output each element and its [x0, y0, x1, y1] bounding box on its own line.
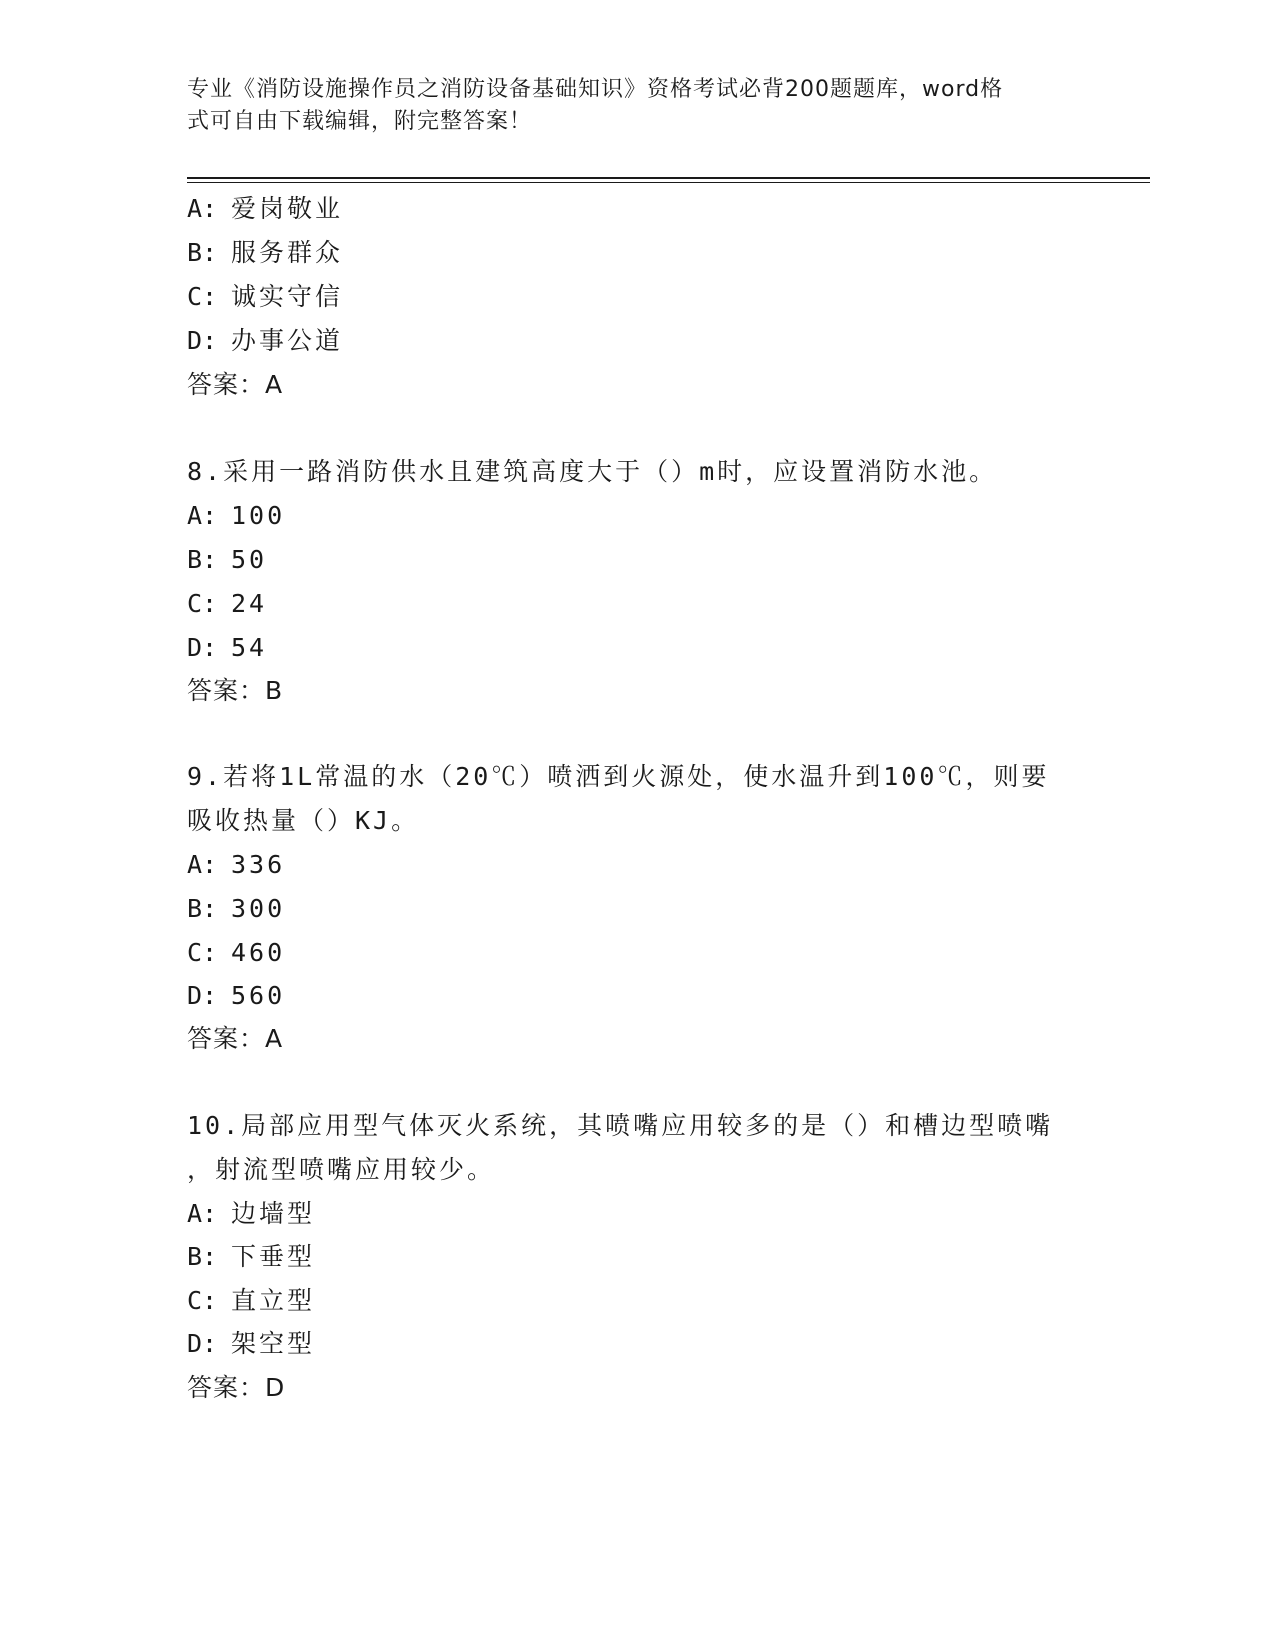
option-label: C:	[187, 282, 218, 311]
option-label: D:	[187, 1329, 218, 1358]
option-text: 下垂型	[231, 1242, 316, 1271]
q8-option-a	[187, 500, 285, 532]
q9-option-b	[187, 893, 285, 925]
q10-option-a	[187, 1198, 315, 1230]
option-text: 54	[231, 633, 268, 662]
option-label: B:	[187, 545, 218, 574]
q8-answer: 答案：B	[187, 676, 284, 705]
option-label: A:	[187, 1199, 218, 1228]
option-label: A:	[187, 194, 218, 223]
document-header	[187, 74, 1067, 138]
q8-option-b	[187, 544, 267, 576]
option-text: 300	[231, 894, 286, 923]
option-label: B:	[187, 238, 218, 267]
option-text: 服务群众	[231, 238, 344, 267]
option-label: B:	[187, 1242, 218, 1271]
option-text: 460	[231, 938, 286, 967]
option-text: 边墙型	[231, 1199, 316, 1228]
option-text: 100	[231, 501, 286, 530]
option-text: 336	[231, 850, 286, 879]
option-text: 560	[231, 981, 286, 1010]
q9-text-line-1: 9.若将1L常温的水（20℃）喷洒到火源处，使水温升到100℃，则要	[187, 762, 1050, 791]
option-label: B:	[187, 894, 218, 923]
q7-answer: 答案：A	[187, 370, 284, 399]
q10-text-line-1: 10.局部应用型气体灭火系统，其喷嘴应用较多的是（）和槽边型喷嘴	[187, 1111, 1054, 1140]
option-label: C:	[187, 938, 218, 967]
option-text: 直立型	[231, 1286, 316, 1315]
q7-option-d	[187, 325, 343, 357]
option-text: 诚实守信	[231, 282, 344, 311]
q7-option-a	[187, 193, 343, 225]
q10-answer: 答案：D	[187, 1373, 286, 1402]
q9-answer: 答案：A	[187, 1024, 284, 1053]
option-label: C:	[187, 1286, 218, 1315]
q10-text-line-2: ，射流型喷嘴应用较少。	[187, 1155, 496, 1184]
option-label: A:	[187, 850, 218, 879]
option-label: D:	[187, 326, 218, 355]
q8-option-d	[187, 632, 267, 664]
q8-text: 8.采用一路消防供水且建筑高度大于（）m时，应设置消防水池。	[187, 457, 998, 486]
option-label: C:	[187, 589, 218, 618]
q8-option-c	[187, 588, 267, 620]
q9-option-d	[187, 980, 285, 1012]
q9-option-a	[187, 849, 285, 881]
header-line-2: 式可自由下载编辑，附完整答案！	[187, 109, 533, 134]
q7-option-c	[187, 281, 343, 313]
option-label: D:	[187, 633, 218, 662]
q9-text-line-2: 吸收热量（）KJ。	[187, 806, 420, 835]
q9-option-c	[187, 937, 285, 969]
q10-option-c	[187, 1285, 315, 1317]
q10-option-b	[187, 1241, 315, 1273]
option-text: 24	[231, 589, 268, 618]
option-text: 50	[231, 545, 268, 574]
option-text: 办事公道	[231, 326, 344, 355]
q7-option-b	[187, 237, 343, 269]
option-label: A:	[187, 501, 218, 530]
header-rule-thin	[187, 182, 1150, 183]
q10-option-d	[187, 1328, 315, 1360]
header-line-1: 专业《消防设施操作员之消防设备基础知识》资格考试必背200题题库，word格	[187, 77, 1004, 102]
option-label: D:	[187, 981, 218, 1010]
option-text: 架空型	[231, 1329, 316, 1358]
option-text: 爱岗敬业	[231, 194, 344, 223]
header-rule-thick	[187, 177, 1150, 179]
